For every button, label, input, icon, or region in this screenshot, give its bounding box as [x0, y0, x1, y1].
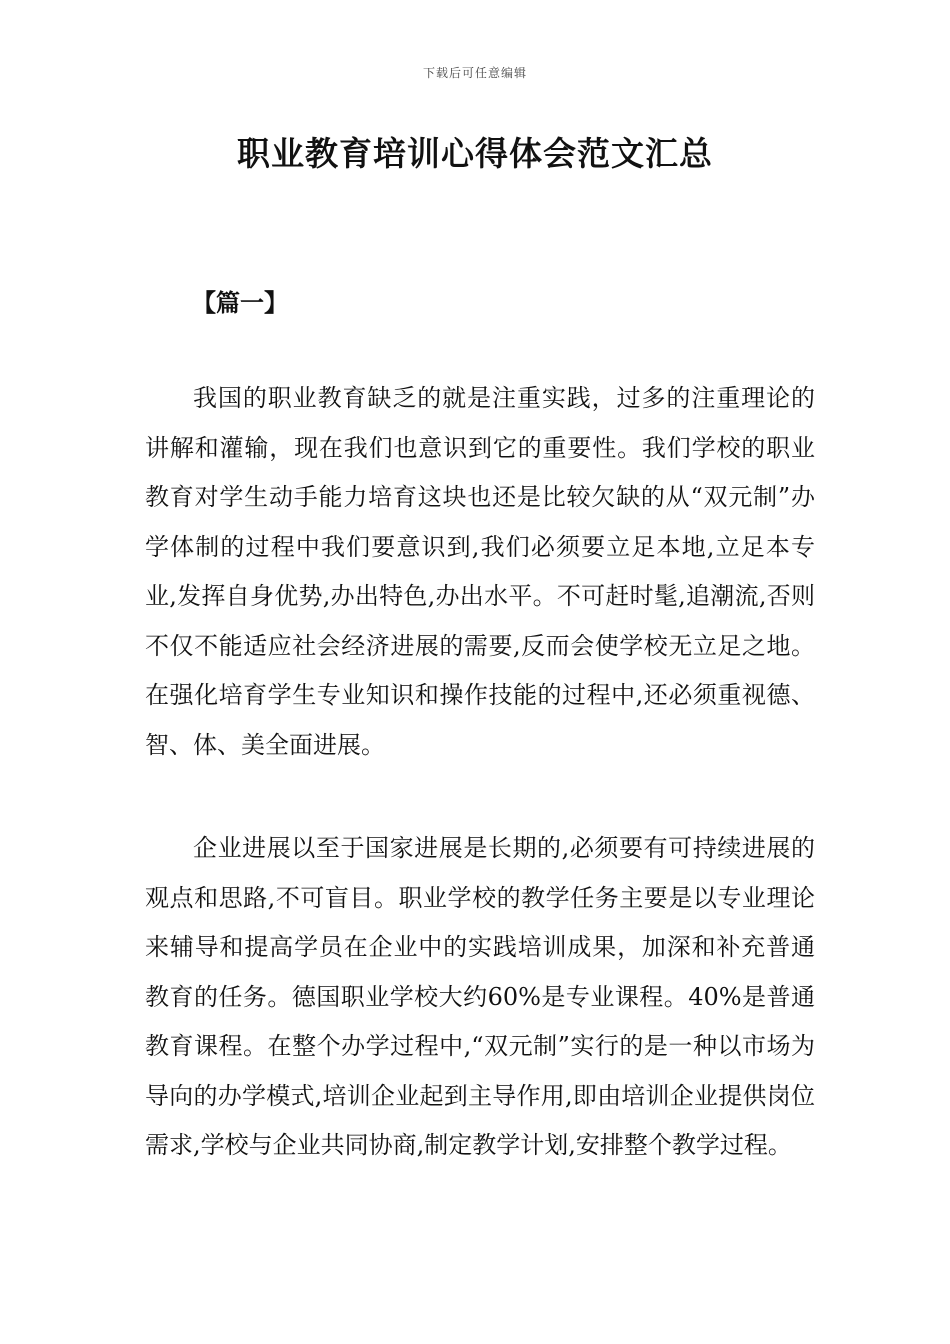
- section-heading: 【篇一】: [192, 289, 288, 317]
- page-title: 职业教育培训心得体会范文汇总: [237, 134, 713, 173]
- body-paragraph: 我国的职业教育缺乏的就是注重实践，过多的注重理论的讲解和灌输，现在我们也意识到它的重要性。我们学校的职业教育对学生动手能力培育这块也还是比较欠缺的从“双元制”办学体制的过程中我们要意识到,我们必须要立足本地,立足本专业,发挥自身优势,办出特色,办出水平。不可赶时髦,追潮流,否则不仅不能适应社会经济进展的需要,反而会使学校无立足之地。在强化培育学生专业知识和操作技能的过程中,还必须重视德、智、体、美全面进展。: [145, 384, 815, 759]
- body-paragraph: 企业进展以至于国家进展是长期的,必须要有可持续进展的观点和思路,不可盲目。职业学校的教学任务主要是以专业理论来辅导和提高学员在企业中的实践培训成果，加深和补充普通教育的任务。德国职业学校大约60%是专业课程。40%是普通教育课程。在整个办学过程中,“双元制”实行的是一种以市场为导向的办学模式,培训企业起到主导作用,即由培训企业提供岗位需求,学校与企业共同协商,制定教学计划,安排整个教学过程。: [145, 834, 815, 1159]
- header-note: 下载后可任意编辑: [422, 66, 527, 80]
